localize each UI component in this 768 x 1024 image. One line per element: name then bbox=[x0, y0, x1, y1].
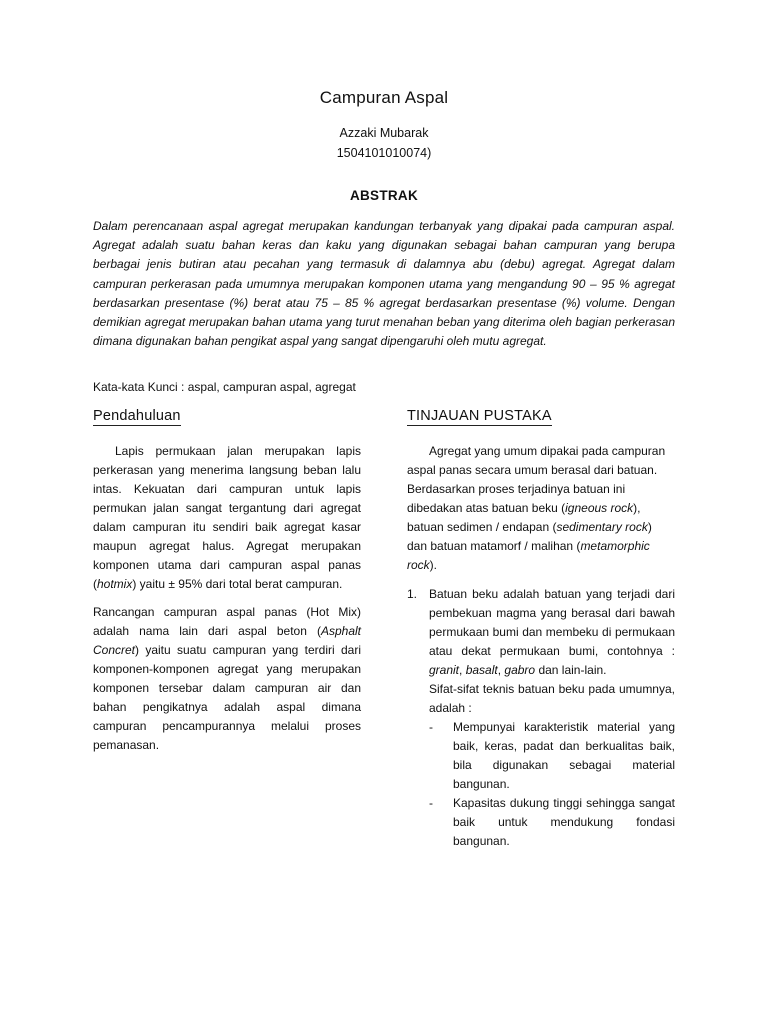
text-span: , bbox=[497, 663, 505, 677]
section-heading-pendahuluan-text: Pendahuluan bbox=[93, 408, 181, 424]
text-span: ) dan batuan matamorf / malihan ( bbox=[407, 520, 652, 553]
text-span: , bbox=[459, 663, 466, 677]
section-heading-tinjauan-pustaka bbox=[407, 408, 675, 428]
author-name: Azzaki Mubarak bbox=[339, 126, 429, 140]
italic-term: granit bbox=[429, 663, 460, 677]
text-span: dan lain-lain. bbox=[535, 663, 607, 677]
abstract-text: Dalam perencanaan aspal agregat merupakan kandungan terbanyak yang dipakai pada campuran aspal. Agregat adalah suatu bahan keras dan kaku yang digunakan sebagai bahan campuran yang berupa berbagai jenis butiran atau pecahan yang termasuk di dalamnya abu (debu) agregat. Agregat dalam campuran perkerasan pada umumnya merupakan komponen utama yang mengandung 90 – 95 % agregat berdasarkan presentase (%) berat atau 75 – 85 % agregat berdasarkan presentase (%) volume. Dengan demikian agregat merupakan bahan utama yang turut menahan beban yang diterima oleh bagian perkerasan dimana digunakan bahan pengikat aspal yang sangat dipengaruhi oleh mutu agregat. bbox=[93, 219, 675, 349]
text-span: ) yaitu ± 95% dari total berat campuran. bbox=[132, 577, 343, 591]
right-column bbox=[407, 408, 675, 851]
text-span: ), batuan sedimen / endapan ( bbox=[407, 501, 641, 534]
list-number: 1. bbox=[407, 587, 418, 601]
text-span: ) yaitu suatu campuran yang terdiri dari komponen-komponen agregat yang merupakan komponen tersebar dalam campuran air dan bahan pengikatnya adalah aspal dimana campuran pencampurannya melalui proses pemanasan. bbox=[93, 643, 361, 752]
dash-marker: - bbox=[429, 796, 433, 810]
italic-term: gabro bbox=[504, 663, 536, 677]
text-span: Agregat yang umum dipakai pada campuran aspal panas secara umum berasal dari batuan. Berdasarkan proses terjadinya batuan ini dibedakan atas batuan beku ( bbox=[407, 444, 666, 515]
italic-term: metamorphic rock bbox=[407, 539, 650, 572]
dash-item-1 bbox=[429, 718, 675, 794]
dash-list bbox=[429, 718, 675, 851]
text-span: ). bbox=[429, 558, 438, 572]
author-id: 1504101010074) bbox=[336, 146, 432, 160]
pendahuluan-paragraph-1 bbox=[93, 442, 361, 594]
pendahuluan-paragraph-2 bbox=[93, 603, 361, 755]
sifat-heading: Sifat-sifat teknis batuan beku pada umumnya, adalah : bbox=[429, 682, 675, 715]
text-span: Batuan beku adalah batuan yang terjadi dari pembekuan magma yang berasal dari bawah permukaan bumi dan membeku di permukaan atau dekat permukaan bumi, contohnya : bbox=[429, 587, 675, 658]
text-span: Mempunyai karakteristik material yang baik, keras, padat dan berkualitas baik, bila digunakan sebagai material bangunan. bbox=[453, 720, 675, 791]
keywords: Kata-kata Kunci : aspal, campuran aspal, agregat bbox=[93, 380, 356, 394]
text-span: Rancangan campuran aspal panas (Hot Mix) adalah nama lain dari aspal beton ( bbox=[93, 605, 361, 638]
italic-term: basalt bbox=[465, 663, 498, 677]
list-item-1 bbox=[407, 585, 675, 851]
text-span: Kapasitas dukung tinggi sehingga sangat baik untuk mendukung fondasi bangunan. bbox=[453, 796, 675, 848]
section-heading-pendahuluan bbox=[93, 408, 361, 428]
dash-item-2 bbox=[429, 794, 675, 851]
section-heading-tinjauan-text: TINJAUAN PUSTAKA bbox=[407, 408, 552, 424]
italic-term: Asphalt Concret bbox=[93, 624, 361, 657]
numbered-list bbox=[407, 585, 675, 851]
italic-term: sedimentary rock bbox=[556, 520, 648, 534]
paper-title: Campuran Aspal bbox=[319, 88, 449, 107]
tinjauan-intro-paragraph bbox=[407, 442, 675, 575]
italic-term: hotmix bbox=[97, 577, 133, 591]
italic-term: igneous rock bbox=[565, 501, 634, 515]
text-span: Lapis permukaan jalan merupakan lapis perkerasan yang menerima langsung beban lalu intas. Kekuatan dari campuran untuk lapis permukan jalan sangat tergantung dari agregat dalam campuran itu sendiri baik agregat kasar maupun agregat halus. Agregat merupakan komponen utama dari campuran aspal panas ( bbox=[93, 444, 361, 591]
abstract-heading: ABSTRAK bbox=[349, 188, 419, 203]
dash-marker: - bbox=[429, 720, 433, 734]
left-column bbox=[93, 408, 361, 755]
